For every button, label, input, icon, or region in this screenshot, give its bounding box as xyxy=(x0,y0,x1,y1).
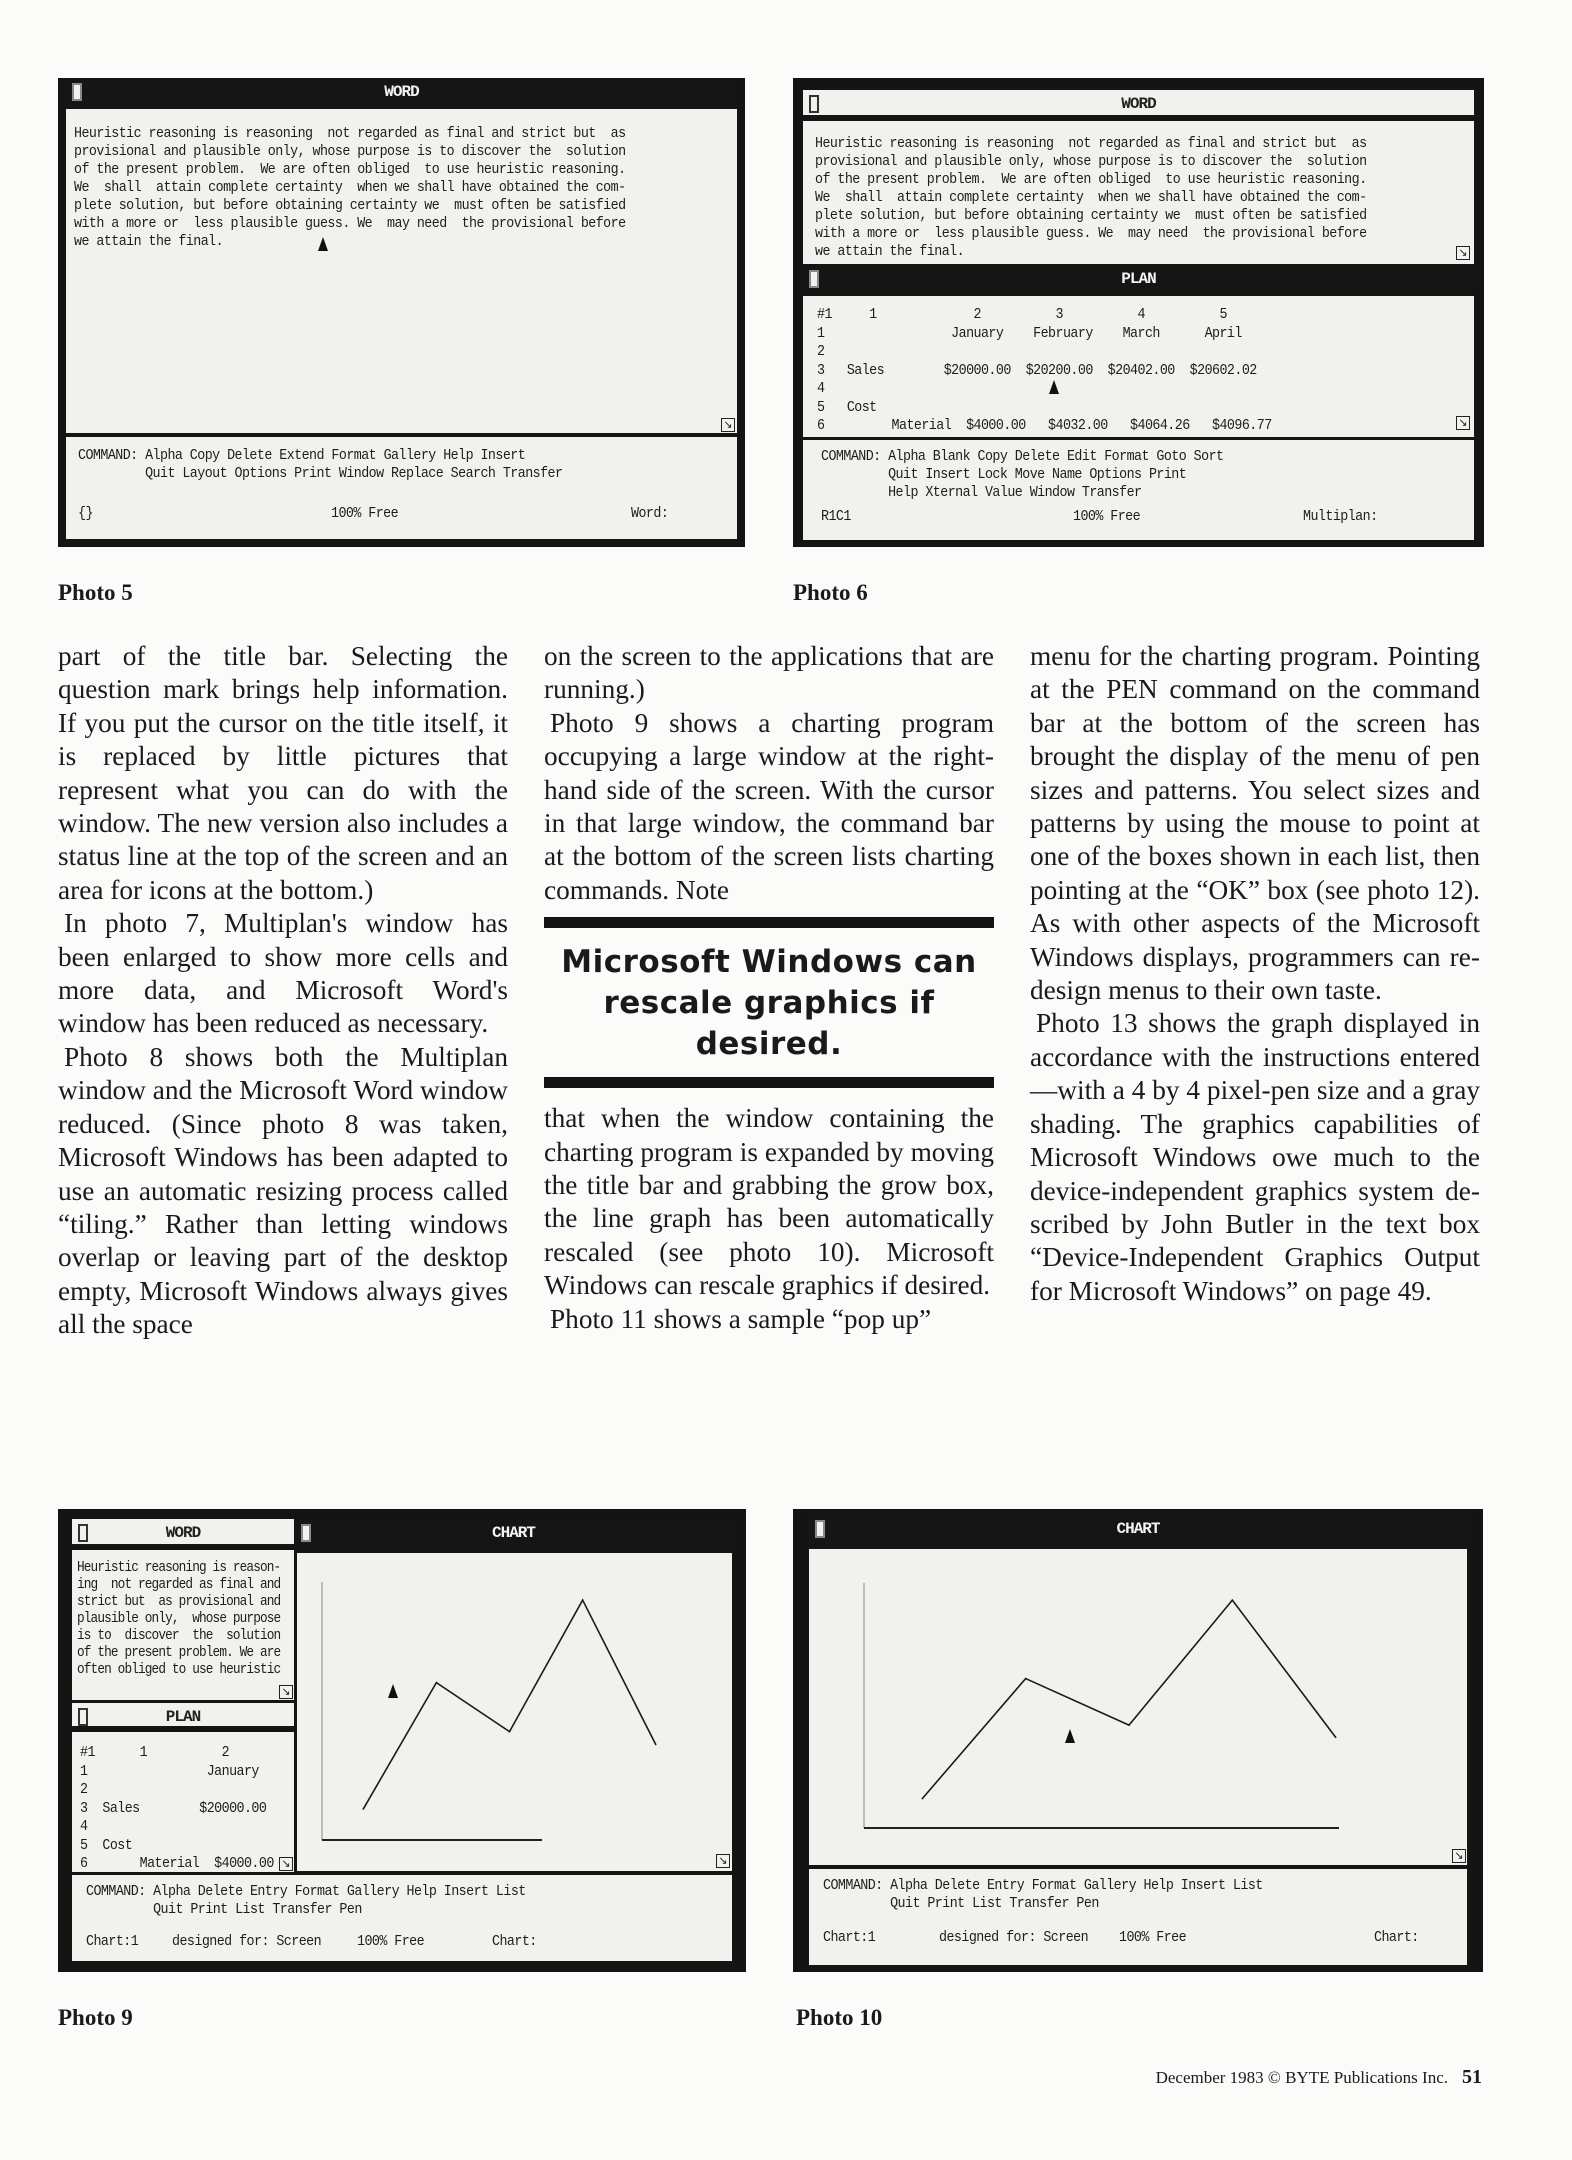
grow-box-icon[interactable]: ↘ xyxy=(279,1857,293,1871)
paragraph: on the screen to the applications that are running.) xyxy=(544,641,994,705)
grow-box-icon[interactable]: ↘ xyxy=(279,1685,293,1699)
divider xyxy=(544,1077,994,1088)
window-control-icon[interactable] xyxy=(809,270,819,288)
command-line-1[interactable]: COMMAND: Alpha Delete Entry Format Gallery Help Insert List xyxy=(86,1884,526,1900)
data-point-1 xyxy=(362,1808,364,1810)
text-line: we attain the final. xyxy=(74,234,224,250)
text-line: We shall attain complete certainty when we shall have obtained the com- xyxy=(74,180,626,196)
chart-title-bar[interactable] xyxy=(295,1519,732,1547)
paragraph: part of the title bar. Selecting the question mark brings help information. If you put the cursor on the title itself, it is replaced by little pictures that represent what you can do with the window. The new version also includes a status line at the top of the screen and an area for icons at the bottom.) xyxy=(58,641,508,905)
window-control-icon[interactable] xyxy=(809,95,819,113)
photo-6-screenshot xyxy=(793,78,1484,547)
grow-box-icon[interactable]: ↘ xyxy=(1456,246,1470,260)
text-line: plete solution, but before obtaining certainty we must often be satisfied xyxy=(815,208,1367,224)
line-chart xyxy=(297,1553,732,1871)
text-line: Heuristic reasoning is reason- xyxy=(77,1560,281,1576)
data-series-line xyxy=(922,1600,1335,1798)
data-point-3 xyxy=(509,1731,511,1733)
page-footer xyxy=(1156,2066,1482,2089)
line-chart xyxy=(809,1549,1467,1865)
command-bar[interactable] xyxy=(809,1869,1467,1965)
text-line: with a more or less plausible guess. We may need the provisional before xyxy=(815,226,1367,242)
pull-quote: Microsoft Windows can rescale graphics if desired. xyxy=(561,944,977,1063)
word-title: WORD xyxy=(165,1524,201,1542)
status-app-name: Multiplan: xyxy=(1303,509,1378,525)
spreadsheet-row: 5 Cost xyxy=(80,1837,133,1854)
word-title-bar[interactable] xyxy=(72,1519,294,1547)
text-line: Heuristic reasoning is reasoning not regarded as final and strict but as xyxy=(815,136,1367,152)
status-designed-for: designed for: Screen xyxy=(172,1934,322,1950)
photo-10-screenshot xyxy=(793,1509,1483,1972)
word-text-area[interactable] xyxy=(66,109,737,433)
text-line: We shall attain complete certainty when we shall have obtained the com- xyxy=(815,190,1367,206)
grow-box-icon[interactable]: ↘ xyxy=(1456,416,1470,430)
paragraph: that when the window containing the charting program is expanded by moving the title bar and grabbing the grow box, the line graph has been automatically rescaled (see photo 10). Microsoft Windows can rescale graphics if desired. xyxy=(544,1103,994,1301)
command-bar[interactable] xyxy=(66,437,737,539)
photo-9-caption: Photo 9 xyxy=(58,2005,133,2030)
command-line-1[interactable]: COMMAND: Alpha Blank Copy Delete Edit Format Goto Sort xyxy=(821,449,1224,465)
chart-title: CHART xyxy=(491,1524,535,1542)
spreadsheet-area[interactable] xyxy=(72,1732,294,1872)
plan-title-bar[interactable] xyxy=(803,265,1474,293)
word-title-bar[interactable] xyxy=(66,78,737,106)
photo-6-caption: Photo 6 xyxy=(793,580,868,605)
spreadsheet-row: #1 1 2 xyxy=(80,1745,230,1761)
mouse-pointer-icon xyxy=(1049,380,1059,394)
status-app-name: Chart: xyxy=(492,1934,537,1950)
photo-10-caption: Photo 10 xyxy=(796,2005,883,2030)
command-line-2[interactable]: Quit Layout Options Print Window Replace Search Transfer xyxy=(78,466,563,482)
data-point-3 xyxy=(1128,1724,1130,1726)
photo-5-screenshot xyxy=(58,78,745,547)
spreadsheet-row: 6 Material $4000.00 xyxy=(80,1856,274,1872)
photo-5-caption: Photo 5 xyxy=(58,580,133,605)
paragraph: Photo 9 shows a charting program occupying a large window at the right-hand side of the screen. With the cursor in that large window, the command bar at the bottom of the screen lists charting commands. Note xyxy=(544,707,994,905)
spreadsheet-row: 3 Sales $20000.00 xyxy=(80,1800,267,1817)
mouse-pointer-icon xyxy=(318,237,328,251)
plan-title-bar[interactable] xyxy=(72,1701,294,1729)
window-control-icon[interactable] xyxy=(78,1708,88,1726)
paragraph: In photo 7, Multiplan's window has been enlarged to show more cells and more data, and Microsoft Word's window has been reduced as necessary. xyxy=(58,908,508,1039)
plan-title: PLAN xyxy=(1121,270,1156,288)
word-title: WORD xyxy=(384,83,419,101)
spreadsheet-row: 4 xyxy=(817,381,825,397)
command-bar[interactable] xyxy=(803,440,1474,540)
status-chart-number: Chart:1 xyxy=(823,1930,876,1946)
document-text xyxy=(77,1560,294,1679)
grow-box-icon[interactable]: ↘ xyxy=(1452,1849,1466,1863)
data-point-2 xyxy=(1025,1678,1027,1680)
text-line: of the present problem. We are often obliged to use heuristic reasoning. xyxy=(74,162,626,178)
command-bar[interactable] xyxy=(72,1875,732,1961)
text-line: we attain the final. xyxy=(815,244,965,260)
text-line: is to discover the solution xyxy=(77,1628,281,1644)
word-text-area[interactable] xyxy=(803,121,1474,264)
status-app-name: Word: xyxy=(631,506,669,522)
command-line-1[interactable]: COMMAND: Alpha Copy Delete Extend Format Gallery Help Insert xyxy=(78,448,526,464)
paragraph: Photo 13 shows the graph displayed in accordance with the instructions entered—with a 4 by 4 pixel-pen size and a gray shading. The graphics capabilities of Microsoft Windows owe much to the device-independent graphics system described by John Butler in the text box “Device-Independent Graphics Output for Microsoft Windows” on page 49. xyxy=(1030,1008,1480,1306)
window-control-icon[interactable] xyxy=(815,1520,825,1538)
article-column-2 xyxy=(544,640,994,1336)
status-left: {} xyxy=(78,506,93,522)
data-point-5 xyxy=(1335,1737,1337,1739)
page-number: 51 xyxy=(1462,2066,1482,2088)
command-line-1[interactable]: COMMAND: Alpha Delete Entry Format Gallery Help Insert List xyxy=(823,1878,1263,1894)
word-title: WORD xyxy=(1121,95,1156,113)
plan-title: PLAN xyxy=(165,1708,201,1726)
divider xyxy=(544,917,994,928)
spreadsheet-area[interactable] xyxy=(803,296,1474,437)
window-control-icon[interactable] xyxy=(72,83,82,101)
text-line: Heuristic reasoning is reasoning not regarded as final and strict but as xyxy=(74,126,626,142)
text-line: plausible only, whose purpose xyxy=(77,1611,281,1627)
text-line: with a more or less plausible guess. We may need the provisional before xyxy=(74,216,626,232)
spreadsheet-row: 5 Cost xyxy=(817,399,877,416)
spreadsheet-row: 2 xyxy=(817,344,825,360)
window-control-icon[interactable] xyxy=(78,1524,88,1542)
status-free-memory: 100% Free xyxy=(1119,1930,1187,1946)
command-line-3[interactable]: Help Xternal Value Window Transfer xyxy=(821,485,1142,501)
text-line: of the present problem. We are xyxy=(77,1645,281,1661)
command-line-2[interactable]: Quit Print List Transfer Pen xyxy=(86,1902,362,1918)
spreadsheet-row: 1 January xyxy=(80,1763,259,1780)
data-point-4 xyxy=(582,1599,584,1601)
spreadsheet-grid xyxy=(80,1744,294,1872)
grow-box-icon[interactable]: ↘ xyxy=(716,1854,730,1868)
mouse-pointer-icon xyxy=(1065,1729,1075,1743)
data-point-4 xyxy=(1232,1599,1234,1601)
data-series-line xyxy=(363,1600,656,1809)
spreadsheet-row: 4 xyxy=(80,1819,88,1835)
document-text xyxy=(74,125,737,251)
word-text-area[interactable] xyxy=(72,1550,294,1700)
paragraph: Photo 8 shows both the Multiplan window and the Microsoft Word window reduced. (Since photo 8 was taken, Microsoft Windows has been adapted to use an automatic resizing process called “tiling.” Rather than letting windows overlap or leaving part of the desktop empty, Microsoft Windows always gives all the space xyxy=(58,1041,508,1340)
text-line: plete solution, but before obtaining certainty we must often be satisfied xyxy=(74,198,626,214)
text-line: often obliged to use heuristic xyxy=(77,1662,281,1678)
text-line: provisional and plausible only, whose purpose is to discover the solution xyxy=(815,154,1367,170)
text-line: provisional and plausible only, whose purpose is to discover the solution xyxy=(74,144,626,160)
text-line: ing not regarded as final and xyxy=(77,1577,281,1593)
photo-9-screenshot xyxy=(58,1509,746,1972)
chart-title: CHART xyxy=(1116,1520,1160,1538)
data-point-2 xyxy=(436,1682,438,1684)
text-line: strict but as provisional and xyxy=(77,1594,281,1610)
data-point-1 xyxy=(922,1798,924,1800)
article-column-3 xyxy=(1030,640,1480,1308)
status-chart-number: Chart:1 xyxy=(86,1934,139,1950)
document-text xyxy=(815,135,1474,261)
status-free-memory: 100% Free xyxy=(357,1934,425,1950)
data-point-5 xyxy=(655,1744,657,1746)
command-line-2[interactable]: Quit Print List Transfer Pen xyxy=(823,1896,1099,1912)
spreadsheet-row: 6 Material $4000.00 $4032.00 $4064.26 $4096.77 xyxy=(817,418,1272,434)
spreadsheet-row: 2 xyxy=(80,1782,88,1798)
paragraph: Photo 11 shows a sample “pop up” xyxy=(550,1303,932,1334)
spreadsheet-row: #1 1 2 3 4 5 xyxy=(817,307,1227,323)
article-column-1 xyxy=(58,640,508,1342)
mouse-pointer-icon xyxy=(388,1684,398,1698)
grow-box-icon[interactable]: ↘ xyxy=(721,418,735,432)
spreadsheet-grid xyxy=(817,306,1474,436)
paragraph: menu for the charting program. Pointing at the PEN command on the command bar at the bottom of the screen has brought the display of the menu of pen sizes and patterns. You select sizes and patterns by using the mouse to point at one of the boxes shown in each list, then pointing at the “OK” box (see photo 12). As with other aspects of the Microsoft Windows displays, programmers can redesign menus to their own taste. xyxy=(1030,641,1480,1006)
window-control-icon[interactable] xyxy=(301,1524,311,1542)
status-cell-reference: R1C1 xyxy=(821,509,851,525)
status-free-memory: 100% Free xyxy=(1073,509,1141,525)
status-free-memory: 100% Free xyxy=(331,506,399,522)
word-title-bar[interactable] xyxy=(803,90,1474,118)
chart-title-bar[interactable] xyxy=(809,1515,1467,1543)
status-designed-for: designed for: Screen xyxy=(939,1930,1089,1946)
text-line: of the present problem. We are often obliged to use heuristic reasoning. xyxy=(815,172,1367,188)
status-app-name: Chart: xyxy=(1374,1930,1419,1946)
footer-credit: December 1983 © BYTE Publications Inc. xyxy=(1155,2068,1448,2087)
spreadsheet-row: 3 Sales $20000.00 $20200.00 $20402.00 $20602.02 xyxy=(817,362,1257,379)
spreadsheet-row: 1 January February March April xyxy=(817,325,1242,342)
command-line-2[interactable]: Quit Insert Lock Move Name Options Print xyxy=(821,467,1187,483)
